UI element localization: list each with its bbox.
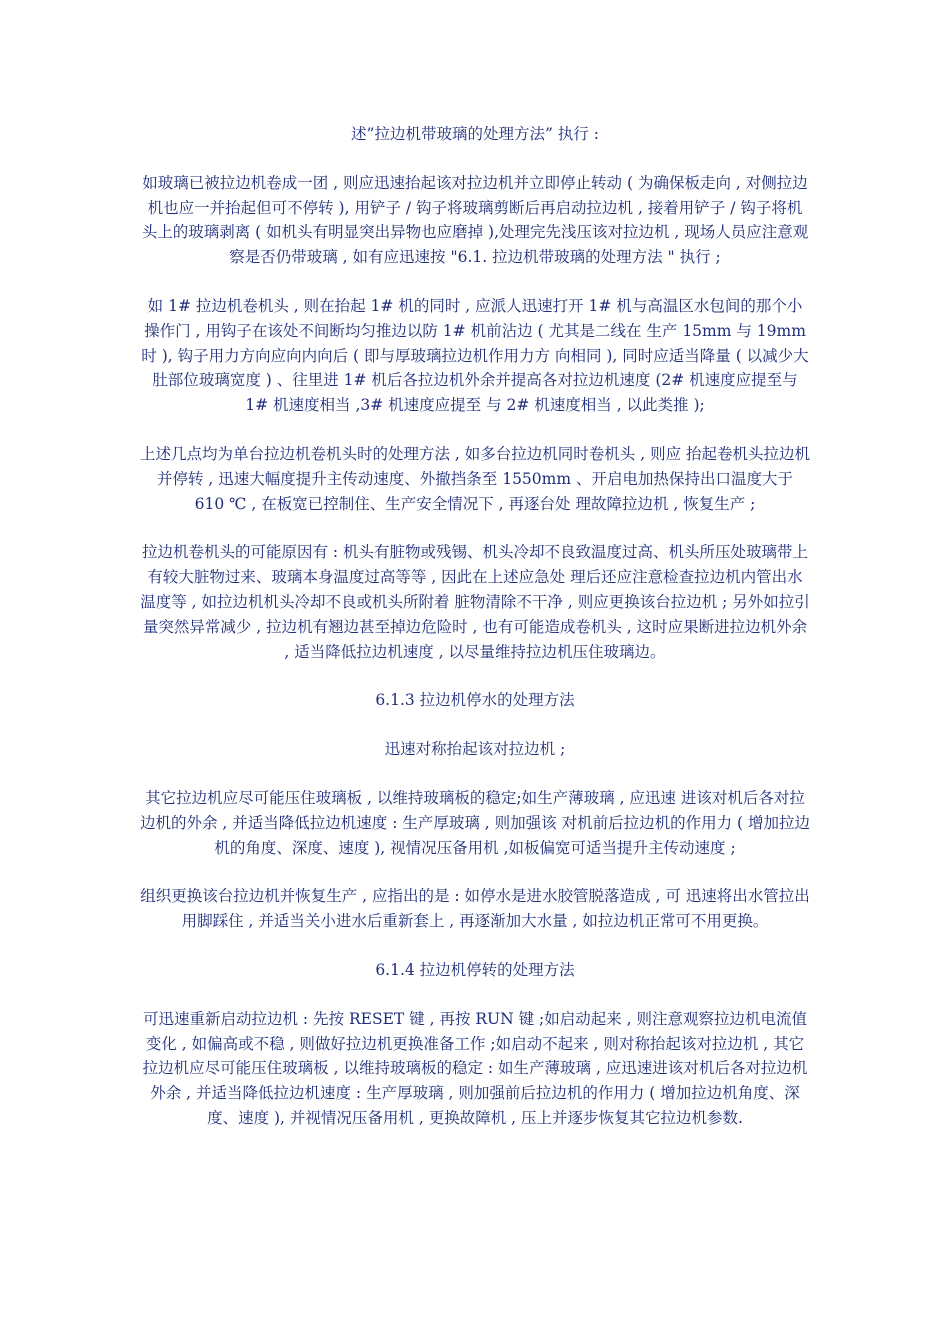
paragraph-multiple-machines: 上述几点均为单台拉边机卷机头时的处理方法 , 如多台拉边机同时卷机头 , 则应 抬起卷机头拉边机并停转 , 迅速大幅度提升主传动速度、外撤挡条至 1550mm 、开启电加热保持出口温度大于 610 ℃ , 在板宽已控制住、生产安全情况下 , 再逐台处 理故障拉边机 , 恢复生产 ; [140,444,810,513]
paragraph-intro: 述”拉边机带玻璃的处理方法” 执行 : [351,125,599,143]
paragraph-lift-machine: 迅速对称抬起该对拉边机 ; [384,740,566,759]
section-heading-rotation-stop: 6.1.4 拉边机停转的处理方法 [375,960,575,979]
paragraph-machine-1-head: 如 1# 拉边机卷机头 , 则在抬起 1# 机的同时 , 应派人迅速打开 1# 机与高温区水包间的那个小操作门 , 用钩子在该处不间断均匀推边以防 1# 机前沾边 ( 尤其是二线在 生产 15mm 与 19mm 时 ), 钩子用力方向应向内向后 ( 即与厚玻璃拉边机作用力方 向相同 ), 同时应适当降量 ( 以减少大肚部位玻璃宽度 ) 、往里进 1# 机后各拉边机外余并提高各对拉边机速度 (2# 机速度应提至与 1# 机速度相当 ,3# 机速度应提至 与 2# 机速度相当 , 以此类推 ); [141,296,809,415]
paragraph-replace-machine: 组织更换该台拉边机并恢复生产 , 应指出的是 : 如停水是进水胶管脱落造成 , 可 迅速将出水管拉出用脚踩住 , 并适当关小进水后重新套上 , 再逐渐加大水量 , 如拉边机正常可不用更换。 [140,887,810,931]
document-page [140,122,810,1155]
paragraph-possible-causes: 拉边机卷机头的可能原因有 : 机头有脏物或残锡、机头冷却不良致温度过高、机头所压处玻璃带上有较大脏物过来、玻璃本身温度过高等等 , 因此在上述应急处 理后还应注意检查拉边机内管出水温度等 , 如拉边机机头冷却不良或机头所附着 脏物清除不干净 , 则应更换该台拉边机 ; 另外如拉引量突然异常减少 , 拉边机有翘边甚至掉边危险时 , 也有可能造成卷机头 , 这时应果断进拉边机外余 , 适当降低拉边机速度 , 以尽量维持拉边机压住玻璃边。 [140,543,810,661]
paragraph-rolled-glass: 如玻璃已被拉边机卷成一团 , 则应迅速抬起该对拉边机并立即停止转动 ( 为确保板走向 , 对侧拉边机也应一并抬起但可不停转 ), 用铲子 / 钩子将玻璃剪断后再启动拉边机 , 接着用铲子 / 钩子将机头上的玻璃剥离 ( 如机头有明显突出异物也应磨掉 ),处理完先浅压该对拉边机 , 现场人员应注意观察是否仍带玻璃 , 如有应迅速按 "6.1. 拉边机带玻璃的处理方法 " 执行 ; [141,173,809,267]
section-heading-water-stop: 6.1.3 拉边机停水的处理方法 [375,691,575,710]
paragraph-other-machines: 其它拉边机应尽可能压住玻璃板 , 以维持玻璃板的稳定;如生产薄玻璃 , 应迅速 进该对机后各对拉边机的外余 , 并适当降低拉边机速度 : 生产厚玻璃 , 则加强该 对机前后拉边机的作用力 ( 增加拉边机的角度、深度、速度 ), 视情况压备用机 ,如板偏宽可适当提升主传动速度 ; [140,788,810,857]
paragraph-restart-machine: 可迅速重新启动拉边机 : 先按 RESET 键 , 再按 RUN 键 ;如启动起来 , 则注意观察拉边机电流值变化 , 如偏高或不稳 , 则做好拉边机更换准备工作 ;如启动不起来 , 则对称抬起该对拉边机 , 其它拉边机应尽可能压住玻璃板 , 以维持玻璃板的稳定 : 如生产薄玻璃 , 应迅速进该对机后各对拉边机外余 , 并适当降低拉边机速度 : 生产厚玻璃 , 则加强前后拉边机的作用力 ( 增加拉边机角度、深 度、速度 ), 并视情况压备用机 , 更换故障机 , 压上并逐步恢复其它拉边机参数. [142,1009,808,1127]
